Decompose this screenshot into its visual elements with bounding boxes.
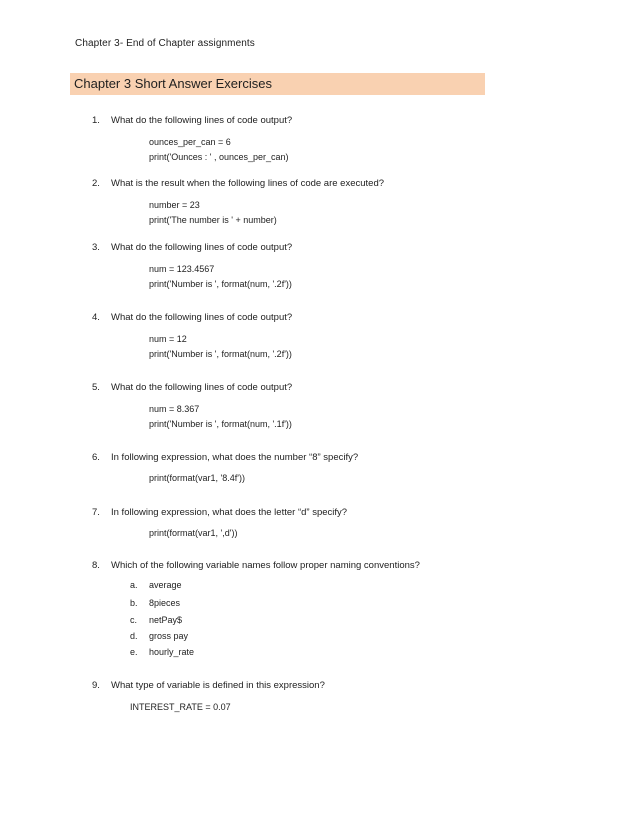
question-text: What is the result when the following lines of code are executed? bbox=[111, 178, 385, 189]
question-number: 7. bbox=[92, 507, 100, 518]
question-number: 6. bbox=[92, 452, 100, 463]
question-text: In following expression, what does the letter “d” specify? bbox=[111, 507, 348, 518]
question-number: 3. bbox=[92, 242, 100, 253]
section-title: Chapter 3 Short Answer Exercises bbox=[74, 76, 272, 91]
code-line: print('Ounces : ' , ounces_per_can) bbox=[149, 152, 289, 162]
option-letter: d. bbox=[130, 631, 138, 641]
code-line: num = 8.367 bbox=[149, 404, 200, 414]
code-line: print(format(var1, ',d')) bbox=[149, 528, 238, 538]
option-letter: c. bbox=[130, 615, 138, 625]
question-3 bbox=[92, 241, 292, 254]
question-text: What do the following lines of code output? bbox=[111, 382, 293, 393]
question-number: 1. bbox=[92, 115, 100, 126]
question-text: What do the following lines of code output? bbox=[111, 115, 293, 126]
question-number: 5. bbox=[92, 382, 100, 393]
option-letter: e. bbox=[130, 647, 138, 657]
question-9 bbox=[92, 679, 325, 692]
code-line: print('Number is ', format(num, '.2f')) bbox=[149, 279, 292, 289]
code-line: print(format(var1, '8.4f')) bbox=[149, 473, 245, 483]
question-1 bbox=[92, 114, 292, 127]
question-number: 4. bbox=[92, 312, 100, 323]
code-line: INTEREST_RATE = 0.07 bbox=[130, 702, 231, 712]
option-c bbox=[130, 614, 182, 627]
option-text: hourly_rate bbox=[149, 647, 195, 657]
question-7 bbox=[92, 506, 347, 519]
option-a bbox=[130, 579, 182, 592]
option-d bbox=[130, 630, 188, 643]
question-6 bbox=[92, 451, 358, 464]
code-line: print('The number is ' + number) bbox=[149, 215, 277, 225]
option-e bbox=[130, 646, 194, 659]
question-text: What do the following lines of code output? bbox=[111, 312, 293, 323]
question-text: In following expression, what does the number “8” specify? bbox=[111, 452, 359, 463]
section-title-bar bbox=[70, 73, 485, 95]
code-line: num = 123.4567 bbox=[149, 264, 215, 274]
question-text: What type of variable is defined in this expression? bbox=[111, 680, 325, 691]
question-number: 2. bbox=[92, 178, 100, 189]
code-line: num = 12 bbox=[149, 334, 187, 344]
question-8 bbox=[92, 559, 420, 572]
question-text: Which of the following variable names follow proper naming conventions? bbox=[111, 560, 420, 571]
code-line: print('Number is ', format(num, '.2f')) bbox=[149, 349, 292, 359]
option-b bbox=[130, 597, 180, 610]
option-letter: b. bbox=[130, 598, 138, 608]
code-line: number = 23 bbox=[149, 200, 200, 210]
option-text: gross pay bbox=[149, 631, 189, 641]
question-5 bbox=[92, 381, 292, 394]
option-text: 8pieces bbox=[149, 598, 181, 608]
question-2 bbox=[92, 177, 384, 190]
page-header: Chapter 3- End of Chapter assignments bbox=[75, 38, 255, 49]
question-text: What do the following lines of code output? bbox=[111, 242, 293, 253]
option-letter: a. bbox=[130, 580, 138, 590]
option-text: netPay$ bbox=[149, 615, 183, 625]
code-line: print('Number is ', format(num, '.1f')) bbox=[149, 419, 292, 429]
code-line: ounces_per_can = 6 bbox=[149, 137, 231, 147]
question-number: 8. bbox=[92, 560, 100, 571]
option-text: average bbox=[149, 580, 182, 590]
question-number: 9. bbox=[92, 680, 100, 691]
question-4 bbox=[92, 311, 292, 324]
